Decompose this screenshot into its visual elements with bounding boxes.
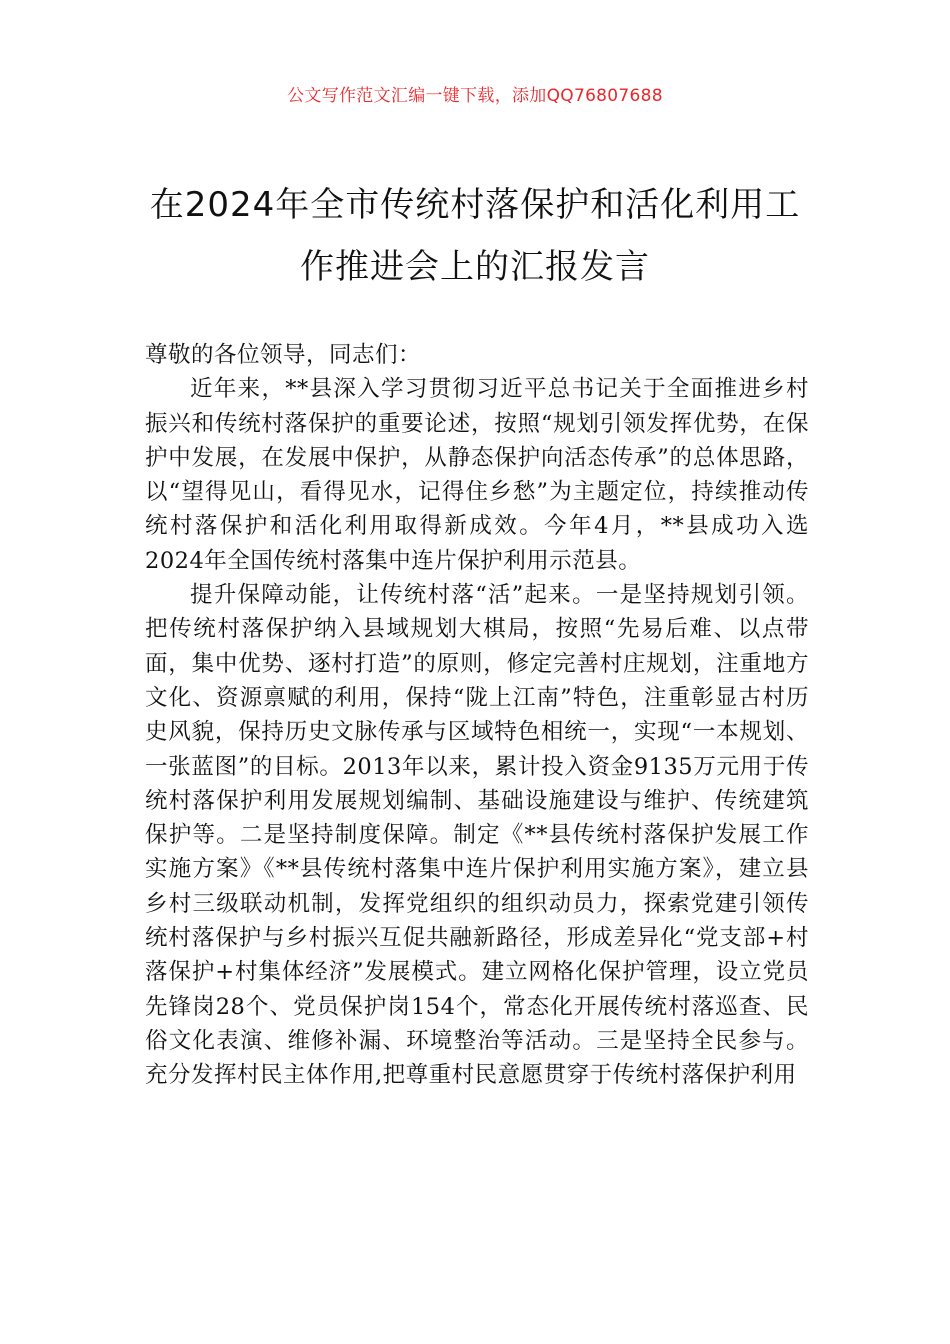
document-title: 在2024年全市传统村落保护和活化利用工作推进会上的汇报发言	[149, 185, 801, 287]
download-notice: 公文写作范文汇编一键下载，添加QQ76807688	[287, 86, 663, 106]
paragraph-intro: 近年来，**县深入学习贯彻习近平总书记关于全面推进乡村振兴和传统村落保护的重要论述，按照“规划引领发挥优势，在保护中发展，在发展中保护，从静态保护向活态传承”的总体思路，以“望得见山，看得见水，记得住乡愁”为主题定位，持续推动传统村落保护和活化利用取得新成效。今年4月，**县成功入选2024年全国传统村落集中连片保护利用示范县。	[145, 376, 809, 574]
paragraph-guarantee: 提升保障动能，让传统村落“活”起来。一是坚持规划引领。把传统村落保护纳入县域规划大棋局，按照“先易后难、以点带面，集中优势、逐村打造”的原则，修定完善村庄规划，注重地方文化、资源禀赋的利用，保持“陇上江南”特色，注重彰显古村历史风貌，保持历史文脉传承与区域特色相统一，实现“一本规划、一张蓝图”的目标。2013年以来，累计投入资金9135万元用于传统村落保护利用发展规划编制、基础设施建设与维护、传统建筑保护等。二是坚持制度保障。制定《**县传统村落保护发展工作实施方案》《**县传统村落集中连片保护利用实施方案》，建立县乡村三级联动机制，发挥党组织的组织动员力，探索党建引领传统村落保护与乡村振兴互促共融新路径，形成差异化“党支部+村落保护+村集体经济”发展模式。建立网格化保护管理，设立党员先锋岗28个、党员保护岗154个，常态化开展传统村落巡查、民俗文化表演、维修补漏、环境整治等活动。三是坚持全民参与。充分发挥村民主体作用,把尊重村民意愿贯穿于传统村落保护利用	[145, 582, 809, 1089]
salutation: 尊敬的各位领导，同志们：	[145, 342, 422, 368]
document-body	[145, 338, 809, 1093]
